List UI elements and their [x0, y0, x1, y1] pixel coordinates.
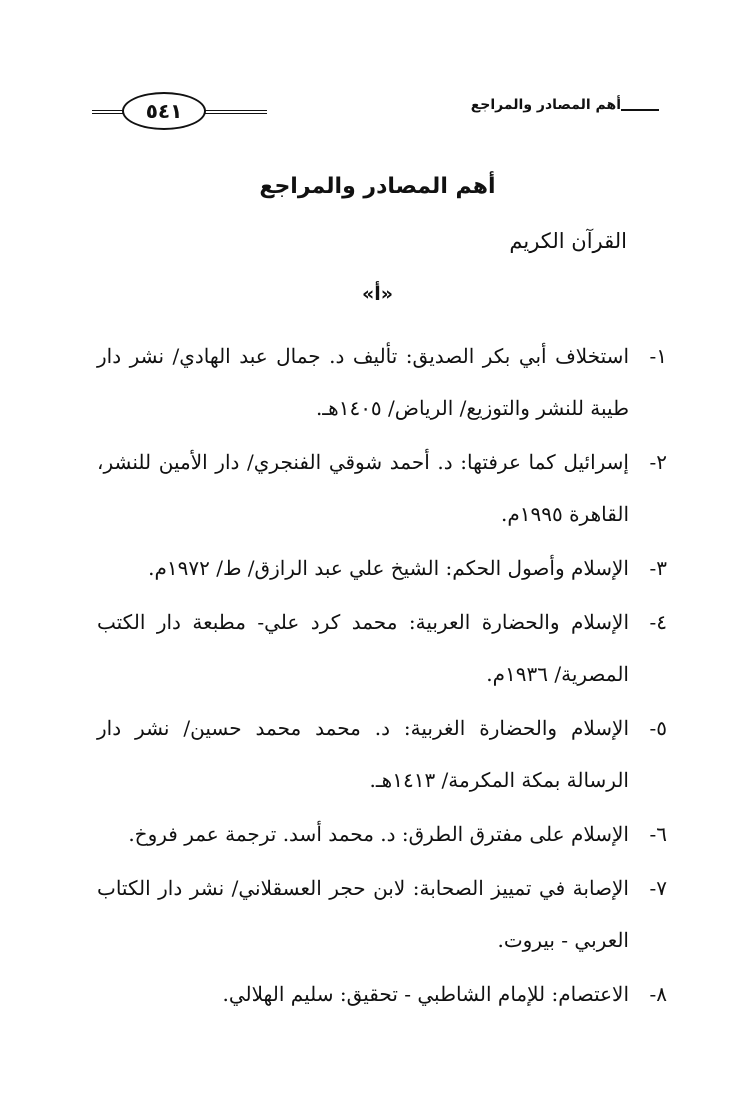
reference-item: [97, 596, 667, 700]
reference-number: ١-: [649, 344, 667, 368]
reference-number: ٢-: [649, 450, 667, 474]
reference-item: [97, 330, 667, 434]
reference-item: [97, 542, 667, 594]
reference-text: الإسلام وأصول الحكم: الشيخ علي عبد الرازق/ ط/ ١٩٧٢م.: [148, 556, 629, 580]
reference-item: [97, 702, 667, 806]
reference-text: إسرائيل كما عرفتها: د. أحمد شوقي الفنجري/ دار الأمين للنشر، القاهرة ١٩٩٥م.: [97, 450, 629, 526]
reference-number: ٥-: [649, 716, 667, 740]
reference-number: ٤-: [649, 610, 667, 634]
reference-number: ٦-: [649, 822, 667, 846]
running-title: أهم المصادر والمراجع: [470, 97, 621, 113]
running-title-rule: [621, 109, 659, 111]
reference-item: [97, 968, 667, 1020]
page-title: [0, 172, 755, 202]
reference-number: ٣-: [649, 556, 667, 580]
reference-text: استخلاف أبي بكر الصديق: تأليف د. جمال عبد الهادي/ نشر دار طيبة للنشر والتوزيع/ الرياض/ ١٤٠٥هـ.: [97, 344, 629, 420]
reference-item: [97, 436, 667, 540]
ornament-rule-right: [204, 110, 267, 114]
running-header: [92, 88, 662, 138]
page-title-text: أهم المصادر والمراجع: [259, 174, 496, 199]
section-letter-heading: «أ»: [361, 283, 394, 305]
reference-list: [97, 330, 667, 1022]
quran-heading: القرآن الكريم: [509, 229, 627, 253]
reference-text: الاعتصام: للإمام الشاطبي - تحقيق: سليم الهلالي.: [222, 982, 629, 1006]
running-title-block: [471, 96, 662, 114]
page-number-ornament: [92, 88, 267, 136]
reference-item: [97, 862, 667, 966]
page-number: ٥٤١: [122, 92, 206, 130]
reference-text: الإسلام والحضارة العربية: محمد كرد علي- مطبعة دار الكتب المصرية/ ١٩٣٦م.: [97, 610, 629, 686]
reference-item: [97, 808, 667, 860]
reference-number: ٧-: [649, 876, 667, 900]
reference-text: الإصابة في تمييز الصحابة: لابن حجر العسقلاني/ نشر دار الكتاب العربي - بيروت.: [97, 876, 629, 952]
reference-text: الإسلام على مفترق الطرق: د. محمد أسد. ترجمة عمر فروخ.: [128, 822, 629, 846]
reference-text: الإسلام والحضارة الغربية: د. محمد محمد حسين/ نشر دار الرسالة بمكة المكرمة/ ١٤١٣هـ.: [97, 716, 629, 792]
reference-number: ٨-: [649, 982, 667, 1006]
